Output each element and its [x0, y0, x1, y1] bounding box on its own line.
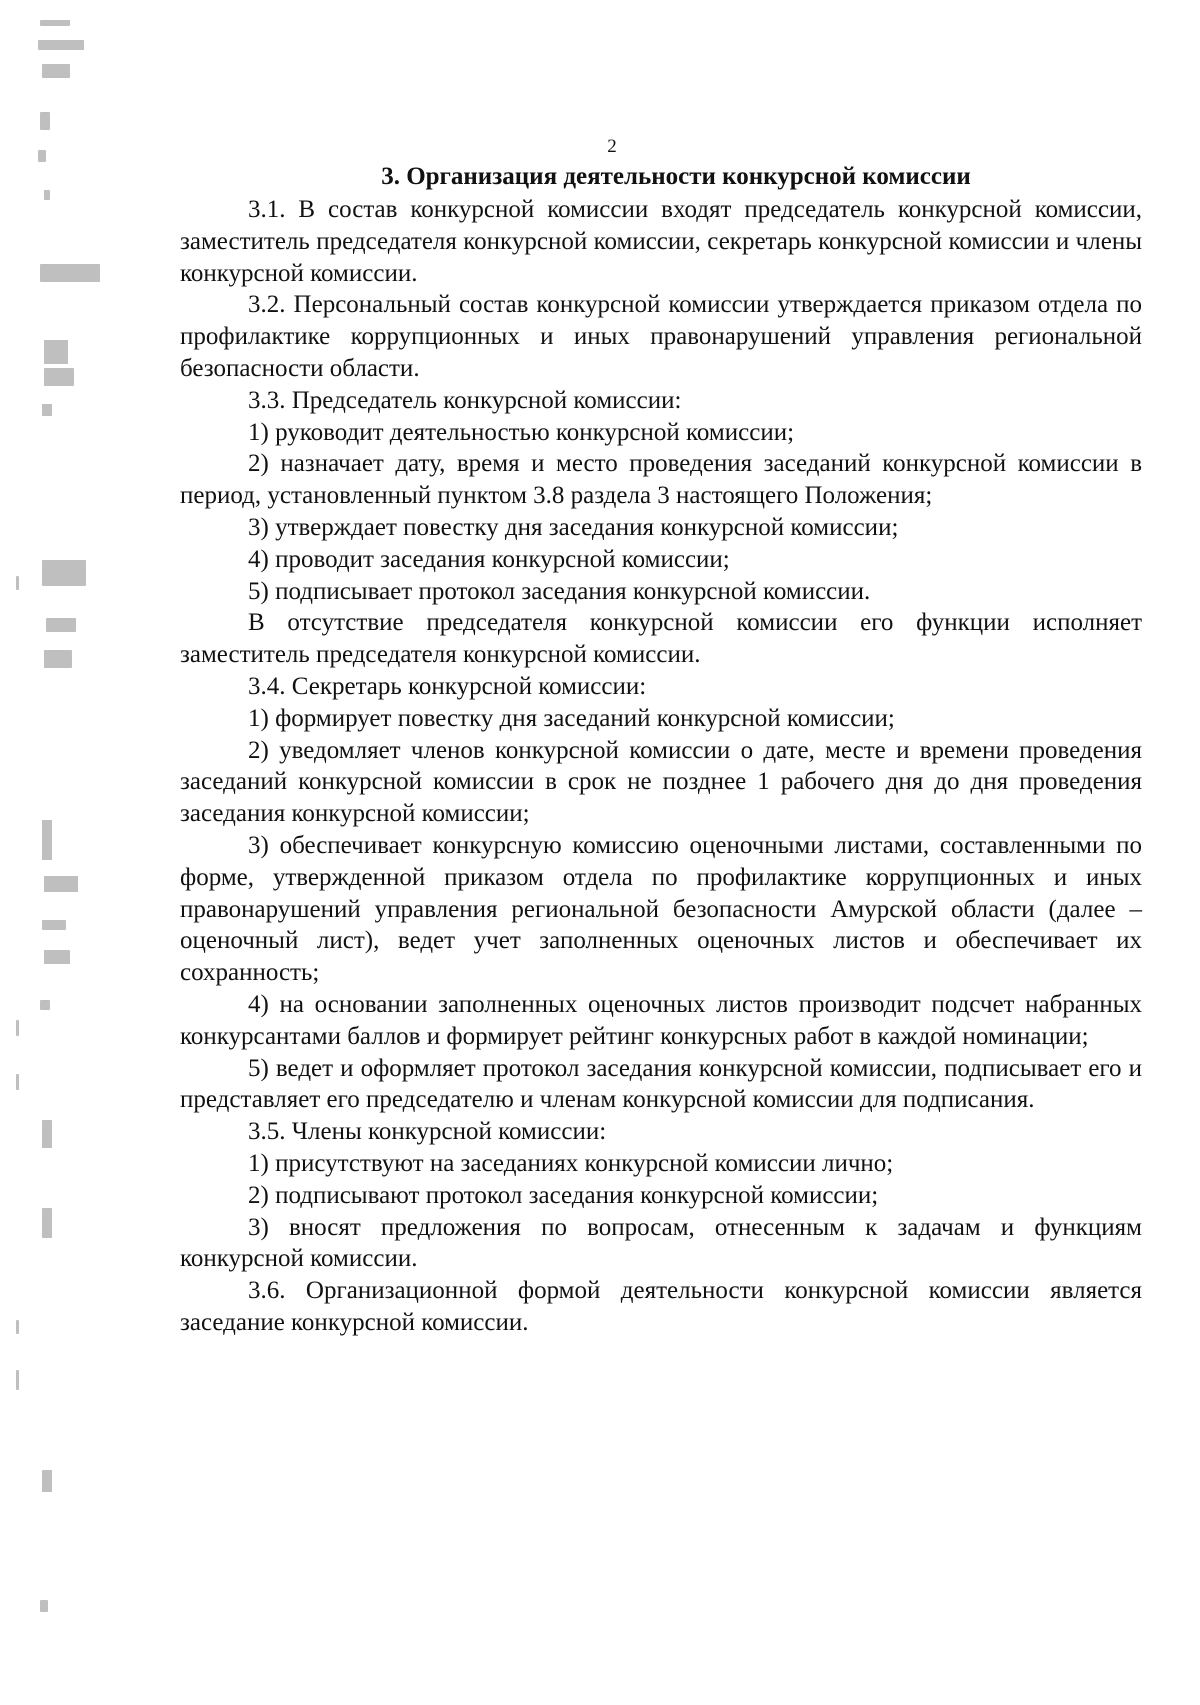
- list-item: 3) утверждает повестку дня заседания конкурсной комиссии;: [248, 513, 899, 541]
- paragraph-chair-absence: В отсутствие председателя конкурсной комиссии его функции исполняет заместитель председателя конкурсной комиссии.: [180, 609, 1142, 669]
- list-item: 3) вносят предложения по вопросам, отнесенным к задачам и функциям конкурсной комиссии.: [180, 1213, 1142, 1273]
- list-item: 2) уведомляет членов конкурсной комиссии о дате, месте и времени проведения заседаний конкурсной комиссии в срок не позднее 1 рабочего дня до дня проведения заседания конкурсной комиссии;: [180, 736, 1142, 828]
- list-item: 1) присутствуют на заседаниях конкурсной комиссии лично;: [248, 1149, 894, 1177]
- list-item: 2) назначает дату, время и место проведения заседаний конкурсной комиссии в период, установленный пунктом 3.8 раздела 3 настоящего Положения;: [180, 450, 1142, 510]
- list-item: 5) ведет и оформляет протокол заседания конкурсной комиссии, подписывает его и представляет его председателю и членам конкурсной комиссии для подписания.: [180, 1054, 1142, 1114]
- list-item: 2) подписывают протокол заседания конкурсной комиссии;: [248, 1181, 879, 1209]
- list-item: 1) руководит деятельностью конкурсной комиссии;: [248, 418, 795, 446]
- paragraph-3-3-heading: 3.3. Председатель конкурсной комиссии:: [248, 386, 682, 414]
- list-item: 5) подписывает протокол заседания конкурсной комиссии.: [248, 577, 871, 605]
- list-item: 4) на основании заполненных оценочных листов производит подсчет набранных конкурсантами баллов и формирует рейтинг конкурсных работ в каждой номинации;: [180, 990, 1142, 1050]
- paragraph-3-6: 3.6. Организационной формой деятельности конкурсной комиссии является заседание конкурсной комиссии.: [180, 1277, 1142, 1336]
- paragraph-3-5-heading: 3.5. Члены конкурсной комиссии:: [248, 1118, 607, 1146]
- page-number: 2: [607, 136, 617, 157]
- document-body: [180, 160, 1142, 1339]
- section-title: 3. Организация деятельности конкурсной комиссии: [381, 163, 971, 190]
- list-item: 4) проводит заседания конкурсной комиссии;: [248, 545, 730, 573]
- list-item: 3) обеспечивает конкурсную комиссию оценочными листами, составленными по форме, утвержденной приказом отдела по профилактике коррупционных и иных правонарушений управления региональной безопасности Амурской области (далее – оценочный лист), ведет учет заполненных оценочных листов и обеспечивает их сохранность;: [180, 831, 1142, 987]
- paragraph-3-1: 3.1. В состав конкурсной комиссии входят председатель конкурсной комиссии, заместитель председателя конкурсной комиссии, секретарь конкурсной комиссии и члены конкурсной комиссии.: [180, 196, 1142, 287]
- paragraph-3-2: 3.2. Персональный состав конкурсной комиссии утверждается приказом отдела по профилактике коррупционных и иных правонарушений управления региональной безопасности области.: [180, 291, 1142, 382]
- list-item: 1) формирует повестку дня заседаний конкурсной комиссии;: [248, 704, 895, 732]
- scan-margin-noise: [0, 0, 170, 1705]
- paragraph-3-4-heading: 3.4. Секретарь конкурсной комиссии:: [248, 672, 647, 700]
